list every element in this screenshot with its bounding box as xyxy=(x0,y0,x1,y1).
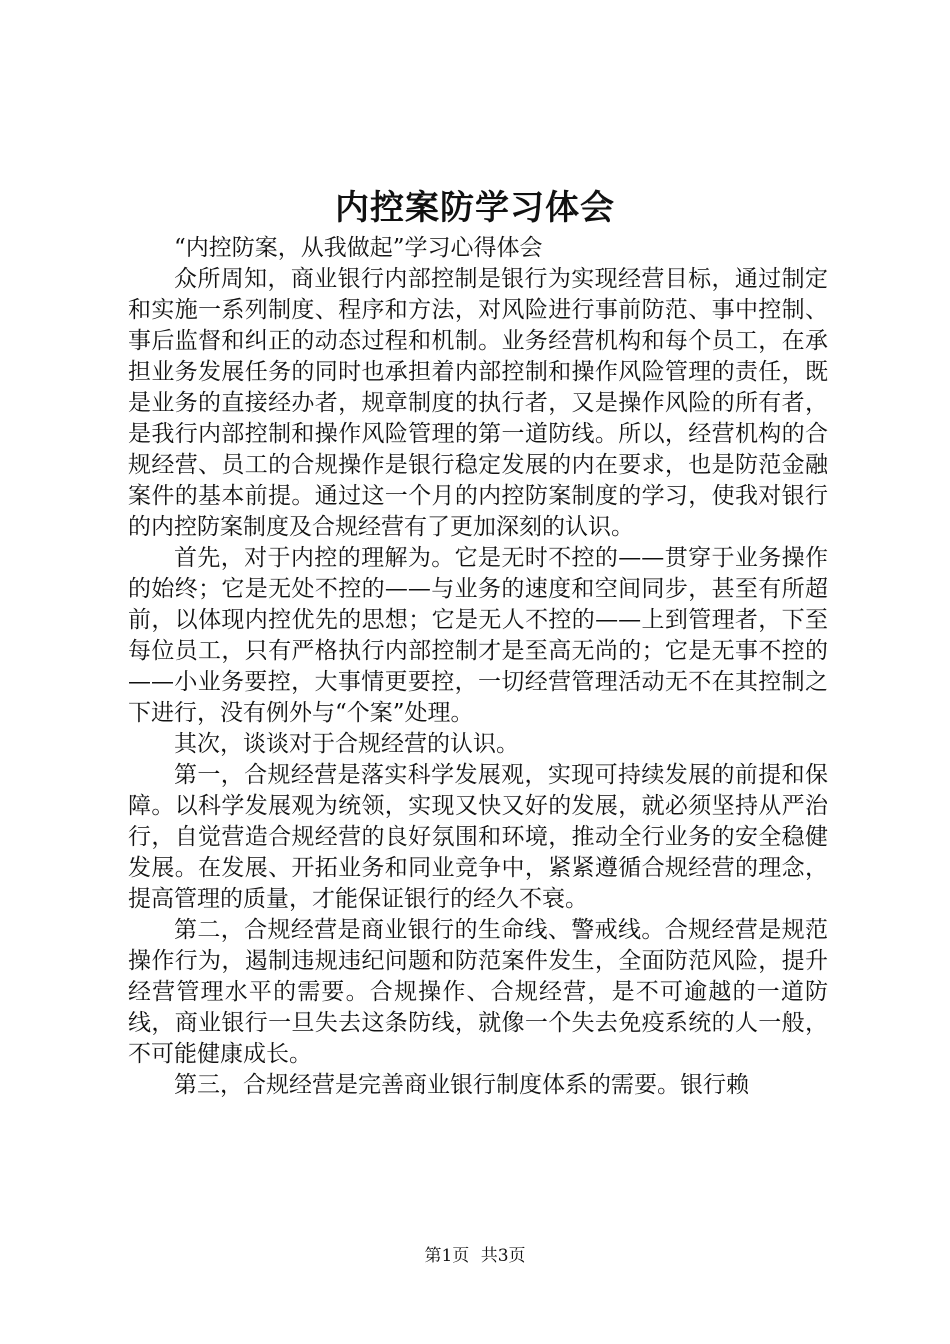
body-paragraph: 众所周知，商业银行内部控制是银行为实现经营目标，通过制定和实施一系列制度、程序和方法，对风险进行事前防范、事中控制、事后监督和纠正的动态过程和机制。业务经营机构和每个员工，在承担业务发展任务的同时也承担着内部控制和操作风险管理的责任，既是业务的直接经办者，规章制度的执行者，又是操作风险的所有者，是我行内部控制和操作风险管理的第一道防线。所以，经营机构的合规经营、员工的合规操作是银行稳定发展的内在要求，也是防范金融案件的基本前提。通过这一个月的内控防案制度的学习，使我对银行的内控防案制度及合规经营有了更加深刻的认识。 xyxy=(128,266,828,540)
body-paragraph: 第二，合规经营是商业银行的生命线、警戒线。合规经营是规范操作行为，遏制违规违纪问题和防范案件发生，全面防范风险，提升经营管理水平的需要。合规操作、合规经营，是不可逾越的一道防线，商业银行一旦失去这条防线，就像一个失去免疫系统的人一般，不可能健康成长。 xyxy=(128,917,828,1067)
page-number: 第1页 xyxy=(424,1246,470,1266)
document-title: 内控案防学习体会 xyxy=(335,188,615,228)
body-paragraph: 第三，合规经营是完善商业银行制度体系的需要。银行赖 xyxy=(174,1072,749,1098)
subtitle-paragraph: “内控防案，从我做起”学习心得体会 xyxy=(174,235,543,261)
body-paragraph: 第一，合规经营是落实科学发展观，实现可持续发展的前提和保障。以科学发展观为统领，实现又快又好的发展，就必须坚持从严治行，自觉营造合规经营的良好氛围和环境，推动全行业务的安全稳健发展。在发展、开拓业务和同业竞争中，紧紧遵循合规经营的理念，提高管理的质量，才能保证银行的经久不衰。 xyxy=(128,762,828,912)
page-footer xyxy=(0,1244,950,1268)
document-body xyxy=(128,233,828,1101)
body-paragraph: 其次，谈谈对于合规经营的认识。 xyxy=(174,731,519,757)
page-total: 共3页 xyxy=(480,1246,526,1266)
body-paragraph: 首先，对于内控的理解为。它是无时不控的——贯穿于业务操作的始终；它是无处不控的——与业务的速度和空间同步，甚至有所超前，以体现内控优先的思想；它是无人不控的——上到管理者，下至每位员工，只有严格执行内部控制才是至高无尚的；它是无事不控的——小业务要控，大事情更要控，一切经营管理活动无不在其控制之下进行，没有例外与“个案”处理。 xyxy=(128,545,828,726)
